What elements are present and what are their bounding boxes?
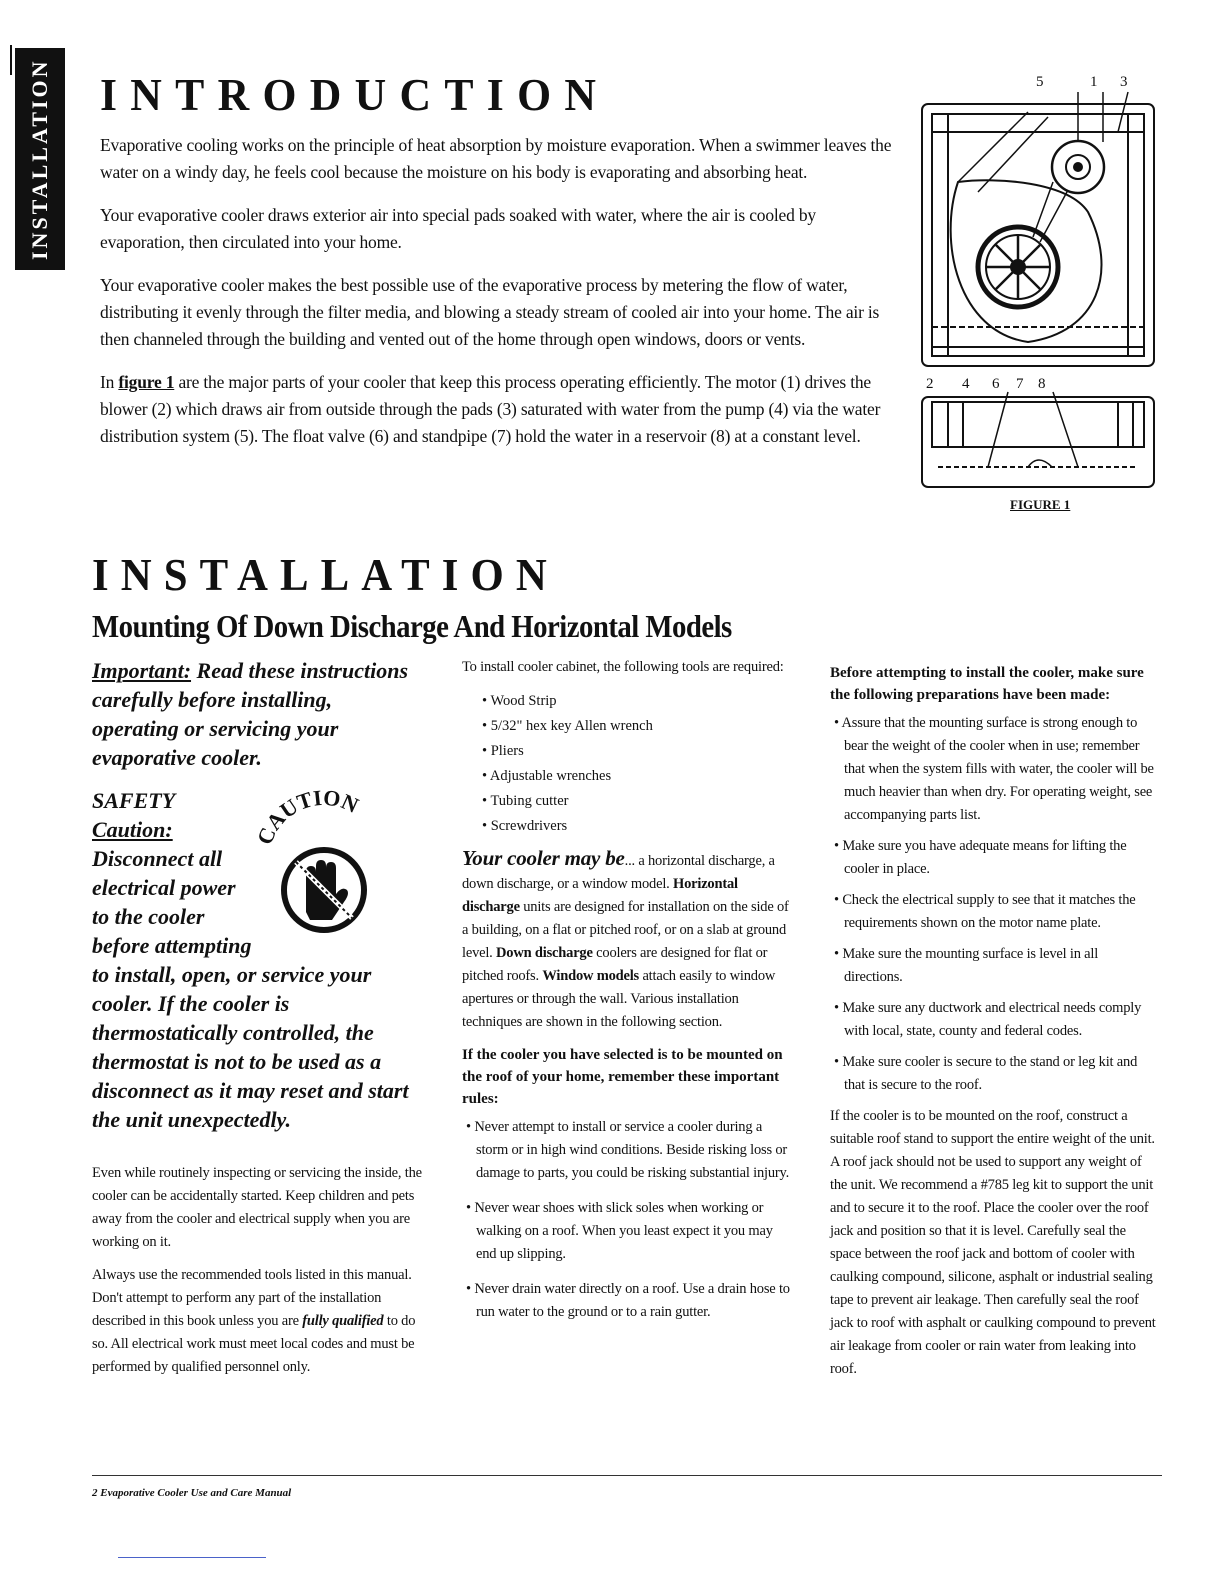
installation-heading: INSTALLATION — [92, 549, 559, 600]
preparation-item: • Make sure the mounting surface is level in all directions. — [830, 943, 1160, 989]
roof-stand-paragraph: If the cooler is to be mounted on the roof, construct a suitable roof stand to support the entire weight of the unit. A roof jack should not be used to support any weight of the unit. We recommend a #785 leg kit to support the unit and to secure it to the roof. Place the cooler over the roof jack and position so that it is level. Carefully seal the space between the roof jack and bottom of cooler with caulking compound, silicone, asphalt or industrial sealing tape to prevent air leakage. Then carefully seal the roof jack to roof with asphalt or caulking compound to prevent air leakage from cooler or rain water from leaking into roof. — [830, 1108, 1156, 1377]
mounting-subheading: Mounting Of Down Discharge And Horizontal Models — [92, 608, 732, 644]
bottom-link-rule — [118, 1557, 266, 1558]
figure-label-6: 6 — [992, 376, 1000, 392]
roof-rule-item: • Never attempt to install or service a cooler during a storm or in high wind conditions. Beside risking loss or damage to parts, you could be risking substantial injury. — [462, 1116, 792, 1185]
figure-label-2: 2 — [926, 376, 934, 392]
preparation-item: • Make sure any ductwork and electrical needs comply with local, state, county and federal codes. — [830, 997, 1160, 1043]
tool-item: • Adjustable wrenches — [482, 764, 792, 789]
figure-caption: FIGURE 1 — [1010, 497, 1071, 512]
tools-list — [462, 689, 792, 839]
important-text: Read these instructions carefully before installing, operating or servicing your evaporative cooler. — [92, 658, 409, 770]
figure-label-8: 8 — [1038, 376, 1046, 392]
caution-line-2: electrical power — [92, 875, 236, 900]
preparations-heading: Before attempting to install the cooler, make sure the following preparations have been made: — [830, 665, 1144, 703]
roof-rule-item: • Never wear shoes with slick soles when working or walking on a roof. When you least expect it you may end up slipping. — [462, 1197, 792, 1266]
cooler-types-lead: Your cooler may be — [462, 846, 625, 870]
safety-label: SAFETY — [92, 788, 176, 813]
qualified-text-b: to do so. All electrical work must meet local codes and must be performed by qualified personnel only. — [92, 1313, 416, 1375]
section-side-tab: INSTALLATION — [15, 48, 65, 270]
figure-1-link[interactable]: figure 1 — [118, 372, 175, 392]
column-tools — [462, 656, 792, 1336]
inspection-paragraph: Even while routinely inspecting or servicing the inside, the cooler can be accidentally started. Keep children and pets away from the cooler and electrical supply when you are working on it. — [92, 1165, 422, 1250]
horizontal-discharge-term: Horizontal discharge — [462, 876, 738, 915]
caution-rest: to install, open, or service your cooler. If the cooler is thermostatically controlled, the thermostat is not to be used as a disconnect as it may reset and start the unit unexpectedly. — [92, 962, 409, 1132]
intro-paragraph-1: Evaporative cooling works on the principle of heat absorption by moisture evaporation. When a swimmer leaves the water on a windy day, he feels cool because the moisture on his body is evaporating and absorbing heat. — [100, 135, 892, 182]
window-models-term: Window models — [542, 968, 640, 984]
preparation-item: • Check the electrical supply to see that it matches the requirements shown on the motor name plate. — [830, 889, 1160, 935]
column-safety — [92, 656, 422, 1389]
intro-paragraph-3: Your evaporative cooler makes the best possible use of the evaporative process by metering the flow of water, distributing it evenly through the filter media, and blowing a steady stream of cooled air into your home. The air is then channeled through the building and vented out of the home through open windows, doors or vents. — [100, 275, 880, 349]
introduction-heading: INTRODUCTION — [100, 69, 610, 120]
cooler-types-paragraph — [462, 847, 792, 1034]
cooler-parts-figure — [918, 72, 1158, 522]
tool-item: • Tubing cutter — [482, 789, 792, 814]
intro-p4-rest: are the major parts of your cooler that keep this process operating efficiently. The motor (1) drives the blower (2) which draws air from outside through the pads (3) saturated with water from the pump (4) via the water distribution system (5). The float valve (6) and standpipe (7) hold the water in a reservoir (8) at a constant level. — [100, 372, 881, 446]
roof-rule-item: • Never drain water directly on a roof. Use a drain hose to run water to the ground or to a rain gutter. — [462, 1278, 792, 1324]
figure-label-1: 1 — [1090, 74, 1098, 90]
caution-hand-icon — [244, 790, 404, 940]
tool-item: • Screwdrivers — [482, 814, 792, 839]
preparation-item: • Assure that the mounting surface is strong enough to bear the weight of the cooler when in use; remember that when the system fills with water, the cooler will be much heavier than when dry. For operating weight, see accompanying parts list. — [830, 712, 1160, 827]
page-footer: 2 Evaporative Cooler Use and Care Manual — [92, 1487, 292, 1499]
side-rule — [10, 45, 12, 75]
intro-paragraph-4 — [100, 369, 900, 450]
figure-label-4: 4 — [962, 376, 970, 392]
roof-rules-list — [462, 1116, 792, 1324]
intro-p4-prefix: In — [100, 372, 119, 392]
roof-rules-heading: If the cooler you have selected is to be mounted on the roof of your home, remember these important rules: — [462, 1047, 783, 1107]
safety-caution-block — [92, 786, 422, 1134]
tool-item: • Wood Strip — [482, 689, 792, 714]
down-discharge-text: coolers are designed for flat or pitched roofs. — [462, 945, 768, 984]
tool-item: • Pliers — [482, 739, 792, 764]
preparation-item: • Make sure cooler is secure to the stand or leg kit and that is secure to the roof. — [830, 1051, 1160, 1097]
preparations-list — [830, 712, 1160, 1097]
column-preparations — [830, 656, 1160, 1391]
tools-intro: To install cooler cabinet, the following tools are required: — [462, 659, 784, 675]
cooler-types-lead-rest: ... a horizontal discharge, a down discharge, or a window model. — [462, 853, 775, 892]
introduction-body — [100, 132, 900, 466]
down-discharge-term: Down discharge — [496, 945, 593, 961]
figure-label-7: 7 — [1016, 376, 1024, 392]
intro-paragraph-2: Your evaporative cooler draws exterior air into special pads soaked with water, where the air is cooled by evaporation, then circulated into your home. — [100, 205, 816, 252]
tool-item: • 5/32" hex key Allen wrench — [482, 714, 792, 739]
caution-arc-text: CAUTION — [251, 790, 363, 849]
window-models-text: attach easily to window apertures or through the wall. Various installation techniques are shown in the following section. — [462, 968, 776, 1030]
caution-label: Caution: — [92, 817, 173, 842]
figure-label-3: 3 — [1120, 74, 1128, 90]
caution-line-1: Disconnect all — [92, 846, 223, 871]
qualified-emphasis: fully qualified — [302, 1313, 384, 1329]
important-notice — [92, 656, 422, 772]
cooler-diagram-illustration — [918, 72, 1158, 492]
footer-divider — [92, 1475, 1162, 1476]
horizontal-discharge-text: units are designed for installation on the side of a building, on a flat or pitched roof, or on a slab at ground level. — [462, 899, 789, 961]
important-label: Important: — [92, 658, 192, 683]
caution-line-4: before attempting — [92, 933, 252, 958]
figure-label-5: 5 — [1036, 74, 1044, 90]
preparation-item: • Make sure you have adequate means for lifting the cooler in place. — [830, 835, 1160, 881]
qualified-text-a: Always use the recommended tools listed in this manual. Don't attempt to perform any part of the installation described in this book unless you are — [92, 1267, 412, 1329]
caution-line-3: to the cooler — [92, 904, 205, 929]
qualified-paragraph — [92, 1264, 422, 1379]
